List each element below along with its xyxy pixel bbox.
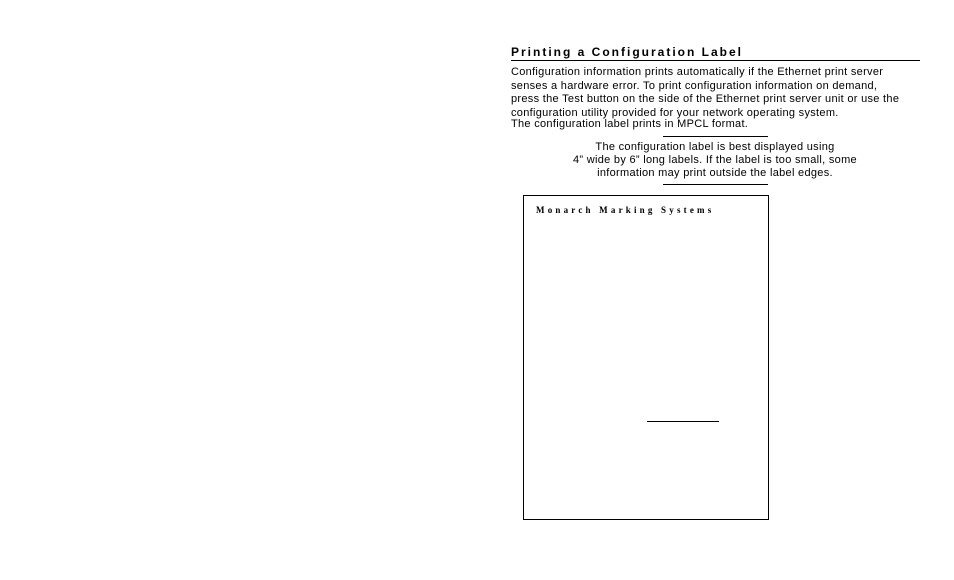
intro-line: senses a hardware error. To print configuration information on demand, (511, 79, 878, 92)
intro-paragraph (511, 66, 921, 120)
intro-line: press the Test button on the side of the Ethernet print server unit or use the (511, 93, 900, 105)
note-bottom-rule (663, 184, 768, 185)
intro-line: configuration utility provided for your network operating system. (511, 106, 839, 119)
format-paragraph: The configuration label prints in MPCL format. (511, 118, 749, 130)
note-line: 4” wide by 6” long labels. If the label is too small, some (573, 154, 857, 166)
note-top-rule (663, 136, 768, 137)
intro-line: Configuration information prints automatically if the Ethernet print server (511, 66, 884, 78)
note-line: The configuration label is best displayed using (595, 141, 835, 153)
configuration-label-sample (523, 195, 769, 520)
note-line: information may print outside the label edges. (597, 167, 833, 179)
section-title: Printing a Configuration Label (511, 44, 920, 61)
label-heading: Monarch Marking Systems (536, 205, 715, 215)
note-text (540, 141, 890, 180)
label-rule (647, 421, 719, 422)
